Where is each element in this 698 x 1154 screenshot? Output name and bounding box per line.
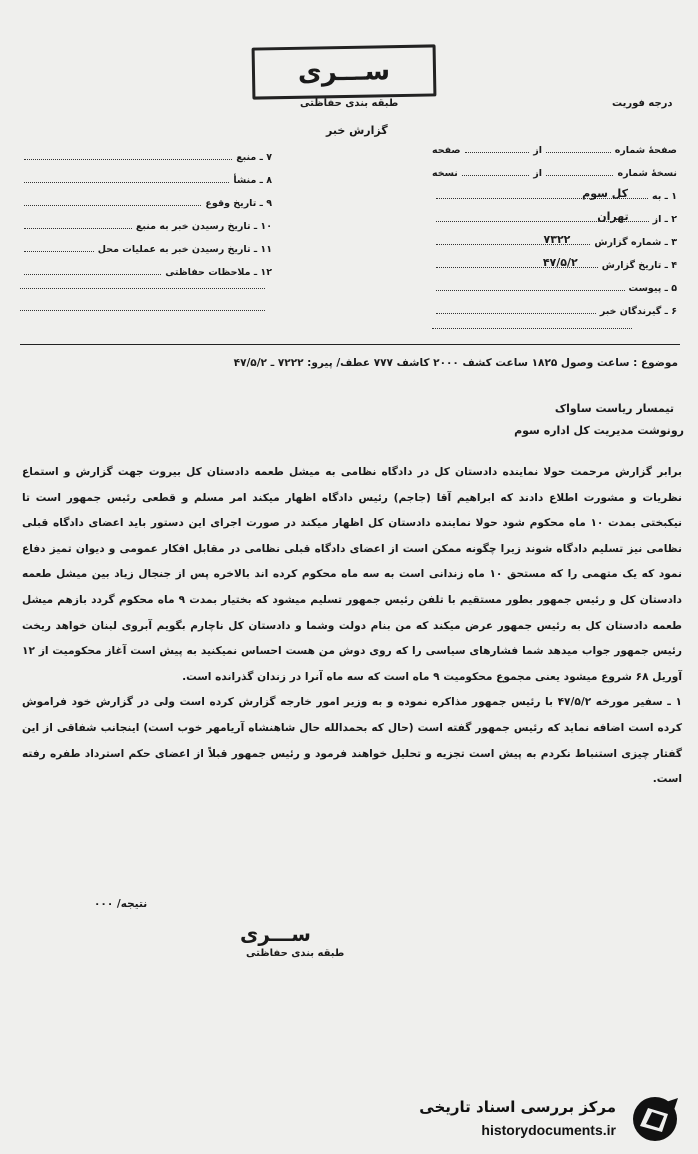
page-number-label: صفحهٔ شماره (614, 145, 677, 156)
footer-classification: طبقه بندی حفاظتی (246, 948, 345, 959)
report-number-field (432, 232, 677, 248)
watermark-org-name: مرکز بررسی اسناد تاریخی (419, 1098, 616, 1116)
from-label: ۲ ـ از (652, 214, 677, 225)
source-receipt-date-field (20, 216, 272, 232)
to-value: کل سوم (582, 187, 628, 200)
header-divider (20, 344, 680, 345)
copy-number-unit: نسخه (432, 168, 458, 179)
origin-label: ۸ ـ منشأ (233, 175, 272, 186)
page-number-field (432, 140, 677, 156)
watermark-logo-icon (626, 1094, 684, 1144)
secret-stamp (252, 44, 437, 99)
copy-to: رونوشت مدیریت کل اداره سوم (514, 424, 684, 437)
classification-label: طبقه بندی حفاظتی (300, 98, 399, 109)
copy-number-label: نسخهٔ شماره (617, 168, 677, 179)
page-number-unit: صفحه (431, 145, 461, 156)
occurrence-date-field (20, 193, 272, 209)
left-extra-line-1 (20, 288, 265, 289)
from-value: تهران (597, 210, 629, 223)
urgency-label: درجه فوریت (612, 98, 673, 109)
to-label: ۱ ـ به (651, 191, 677, 202)
copy-number-field (432, 163, 677, 179)
recipients-field (432, 301, 677, 317)
footer-stamp: ســـری (240, 922, 311, 946)
secret-stamp-text: ســـری (297, 56, 391, 88)
left-extra-line-2 (20, 310, 265, 311)
right-extra-line (432, 328, 632, 329)
ops-receipt-date-field (20, 239, 272, 255)
report-number-label: ۳ ـ شماره گزارش (594, 237, 677, 248)
report-date-field (432, 255, 677, 271)
source-receipt-date-label: ۱۰ ـ تاریخ رسیدن خبر به منبع (135, 221, 272, 232)
recipients-label: ۶ ـ گیرندگان خبر (599, 306, 677, 317)
body-paragraph-1: برابر گزارش مرحمت حولا نماینده دادستان کل در دادگاه نظامی به میشل طعمه دادستان کل بیروت جهت گزارش و استماع نظریات و مشورت اطلاع دادند که ابراهیم آقا (جاجم) رئیس دادگاه اظهار میکند امر مسلم و قطعی رئیس جمهور است تا نیکبختی بمدت ۱۰ ماه محکوم شود حولا نماینده دادستان کل اظهار میکند در صورت اجرای این دستور باید اعضای دادگاه قبلی نظامی نیز تسلیم دادگاه شوند زیرا چگونه ممکن است از اعضای دادگاه قبلی نظامی در مقابل افکار عمومی و دیوان تمیز دفاع نمود که یک متهمی را که مستحق ۱۰ ماه زندانی است به سه ماه محکوم کرده اند بالاخره پس از جنجال زیاد بین میشل طعمه دادستان کل و رئیس جمهور بطور مستقیم با تلفن رئیس جمهور تسلیم میشود که بختیار بمدت ۹ ماه محکوم گردد بازهم میشل طعمه دادستان کل به رئیس جمهور عرض میکند که من بنام دولت وشما و دادستان کل ناچارم بگویم آبروی لبنان خواهد ریخت رئیس جمهور جواب میدهد شما فشارهای سیاسی را که روی دوش من هست احساس نمیکنید به پیش است آغاز محکومیت از ۱۲ آوریل ۶۸ شروع میشود یعنی مجموع محکومیت ۹ ماه است که سه ماه آنرا در زندان گذرانده است. (22, 466, 683, 683)
attachment-label: ۵ ـ پیوست (628, 283, 677, 294)
addressee: تیمسار ریاست ساواک (554, 402, 674, 415)
security-notes-field (20, 262, 272, 278)
source-label: ۷ ـ منبع (236, 152, 272, 163)
from-field (432, 209, 677, 225)
report-date-label: ۴ ـ تاریخ گزارش (601, 260, 677, 271)
origin-field (20, 170, 272, 186)
to-field (432, 186, 677, 202)
report-body (22, 460, 682, 793)
report-title: گزارش خبر (326, 124, 388, 137)
occurrence-date-label: ۹ ـ تاریخ وقوع (205, 198, 272, 209)
subject-line: موضوع : ساعت وصول ۱۸۲۵ ساعت کشف ۲۰۰۰ کاشف ۷۷۷ عطف/ پیرو: ۷۲۲۲ ـ ۴۷/۵/۲ (233, 357, 678, 369)
attachment-field (432, 278, 677, 294)
page-number-of: از (533, 145, 543, 156)
report-date-value: ۴۷/۵/۲ (542, 256, 578, 269)
source-field (20, 147, 272, 163)
security-notes-label: ۱۲ ـ ملاحظات حفاظتی (165, 267, 272, 278)
copy-number-of: از (533, 168, 543, 179)
watermark-url: historydocuments.ir (481, 1122, 616, 1138)
ops-receipt-date-label: ۱۱ ـ تاریخ رسیدن خبر به عملیات محل (97, 244, 272, 255)
body-paragraph-2: ۱ ـ سفیر مورخه ۴۷/۵/۲ با رئیس جمهور مذاکره نموده و به وزیر امور خارجه گزارش کرده است ولی در گزارش خود فراموش کرده است اضافه نماید که رئیس جمهور گفته است (حال که بحمدالله حال شاهنشاه آریامهر خوب است) اینجانب شفاقی از این گفتار چیزی استنباط نکردم به پیش است تجزیه و تحلیل خواهند فرمود و رئیس جمهور قبلاً از اعضای حکم استرداد طفره رفته است. (22, 696, 682, 786)
report-number-value: ۷۳۲۲ (543, 233, 571, 246)
result-label: نتیجه/ ۰۰۰ (94, 898, 148, 910)
